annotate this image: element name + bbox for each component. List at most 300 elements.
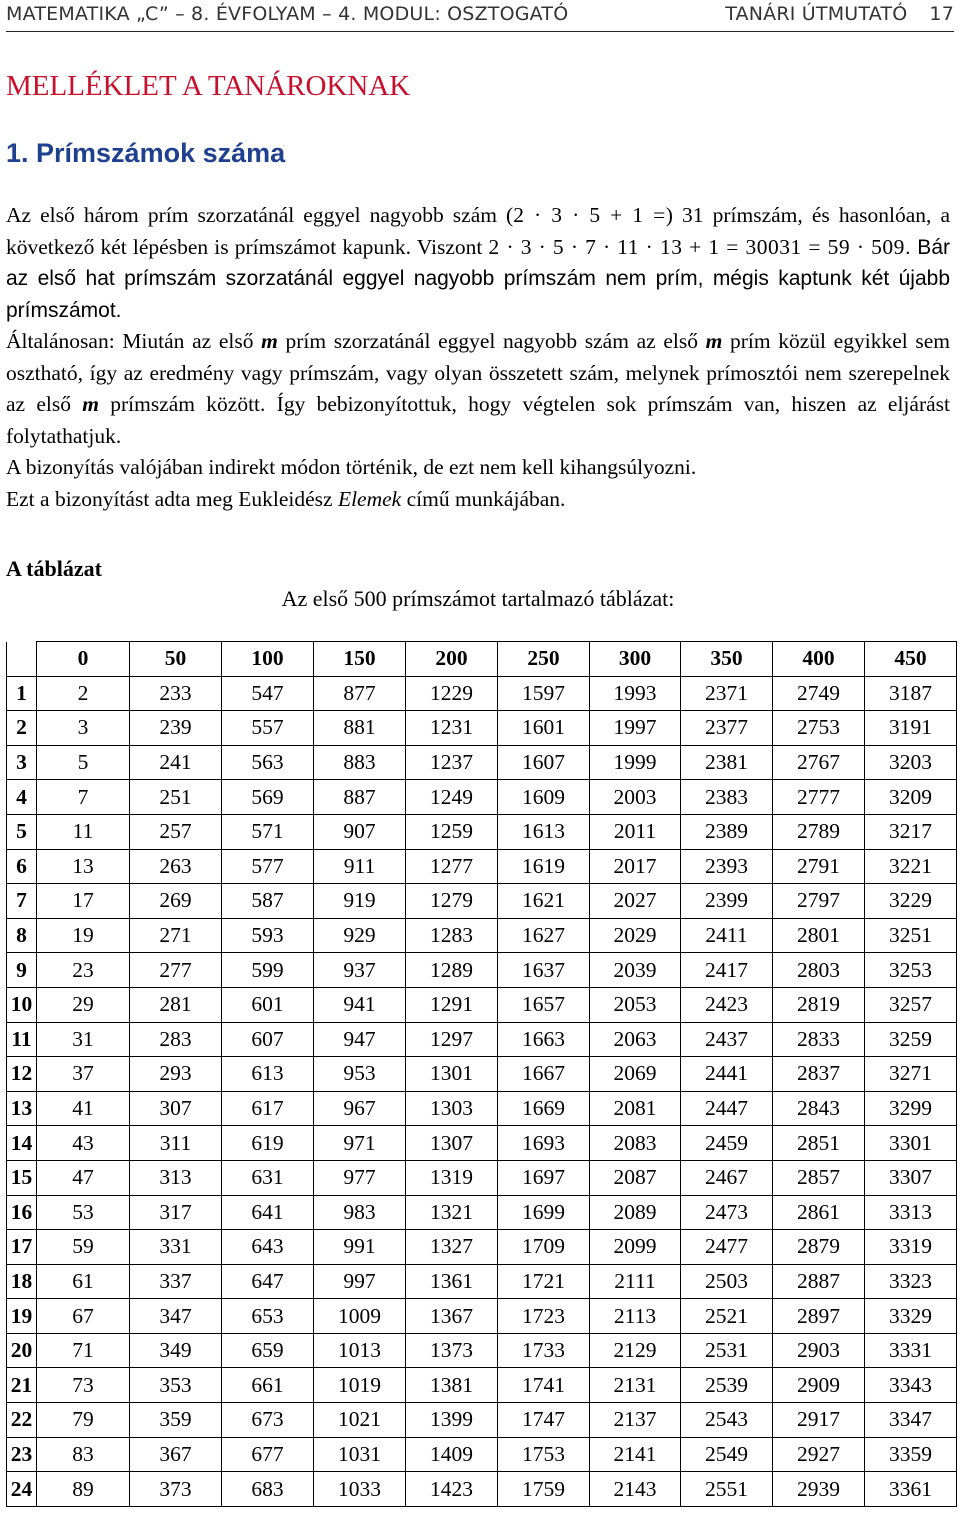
table-cell: 547	[222, 676, 314, 711]
table-cell: 991	[314, 1230, 406, 1265]
table-cell: 2767	[773, 745, 865, 780]
table-cell: 2377	[681, 711, 773, 746]
table-cell: 19	[37, 918, 130, 953]
table-cell: 1669	[498, 1091, 590, 1126]
table-cell: 2141	[590, 1437, 681, 1472]
table-cell: 2753	[773, 711, 865, 746]
table-cell: 2467	[681, 1160, 773, 1195]
table-row	[7, 780, 957, 815]
table-cell: 37	[37, 1057, 130, 1092]
table-cell: 2473	[681, 1195, 773, 1230]
table-cell: 881	[314, 711, 406, 746]
table-cell: 1297	[406, 1022, 498, 1057]
table-cell: 1249	[406, 780, 498, 815]
table-cell: 359	[130, 1403, 222, 1438]
table-cell: 887	[314, 780, 406, 815]
table-cell: 631	[222, 1160, 314, 1195]
row-index: 24	[7, 1472, 37, 1507]
table-cell: 1301	[406, 1057, 498, 1092]
table-cell: 3361	[865, 1472, 957, 1507]
table-cell: 593	[222, 918, 314, 953]
table-cell: 3253	[865, 953, 957, 988]
table-cell: 2887	[773, 1264, 865, 1299]
table-row	[7, 711, 957, 746]
table-cell: 1013	[314, 1333, 406, 1368]
table-cell: 2083	[590, 1126, 681, 1161]
table-cell: 1621	[498, 884, 590, 919]
table-cell: 983	[314, 1195, 406, 1230]
row-index: 5	[7, 814, 37, 849]
table-cell: 23	[37, 953, 130, 988]
table-cell: 601	[222, 987, 314, 1022]
table-cell: 2087	[590, 1160, 681, 1195]
table-cell: 1613	[498, 814, 590, 849]
table-cell: 2819	[773, 987, 865, 1022]
p1-text-c: . Bár az első hat prímszám szorzatánál eggyel nagyobb prímszám nem prím, mégis kaptunk két újabb prímszámot.	[6, 235, 950, 322]
table-row	[7, 1091, 957, 1126]
column-header: 100	[222, 642, 314, 677]
table-cell: 2909	[773, 1368, 865, 1403]
column-header: 450	[865, 642, 957, 677]
table-cell: 2539	[681, 1368, 773, 1403]
table-cell: 1657	[498, 987, 590, 1022]
table-cell: 2111	[590, 1264, 681, 1299]
table-cell: 337	[130, 1264, 222, 1299]
row-index: 3	[7, 745, 37, 780]
row-index: 23	[7, 1437, 37, 1472]
table-cell: 311	[130, 1126, 222, 1161]
table-cell: 1667	[498, 1057, 590, 1092]
table-cell: 1327	[406, 1230, 498, 1265]
table-cell: 31	[37, 1022, 130, 1057]
table-body	[7, 676, 957, 1506]
table-cell: 2803	[773, 953, 865, 988]
p2-text-c: prím közül egyikkel sem osztható, így az eredmény vagy prímszám, vagy olyan összetett szám, melynek prímosztói nem szerepelnek az első	[6, 329, 950, 416]
column-header: 250	[498, 642, 590, 677]
table-row	[7, 1472, 957, 1507]
table-row	[7, 1230, 957, 1265]
p1-formula-2: 2 · 3 · 5 · 7 · 11 · 13 + 1 = 30031 = 59 · 509	[488, 234, 905, 259]
table-corner-cell	[7, 642, 37, 677]
table-cell: 1321	[406, 1195, 498, 1230]
table-cell: 29	[37, 987, 130, 1022]
row-index: 14	[7, 1126, 37, 1161]
table-cell: 1031	[314, 1437, 406, 1472]
row-index: 16	[7, 1195, 37, 1230]
table-cell: 2113	[590, 1299, 681, 1334]
table-cell: 2903	[773, 1333, 865, 1368]
paragraph-4	[6, 484, 950, 516]
table-cell: 2411	[681, 918, 773, 953]
table-cell: 1019	[314, 1368, 406, 1403]
table-cell: 2143	[590, 1472, 681, 1507]
table-cell: 661	[222, 1368, 314, 1403]
row-index: 1	[7, 676, 37, 711]
table-cell: 2503	[681, 1264, 773, 1299]
table-cell: 953	[314, 1057, 406, 1092]
table-cell: 1237	[406, 745, 498, 780]
table-cell: 1033	[314, 1472, 406, 1507]
p2-var-m-3: m	[82, 392, 99, 416]
table-cell: 2003	[590, 780, 681, 815]
p2-var-m-1: m	[261, 329, 278, 353]
table-cell: 569	[222, 780, 314, 815]
table-cell: 619	[222, 1126, 314, 1161]
table-cell: 251	[130, 780, 222, 815]
table-cell: 79	[37, 1403, 130, 1438]
table-row	[7, 1126, 957, 1161]
paragraph-2	[6, 326, 950, 452]
table-cell: 2089	[590, 1195, 681, 1230]
p2-text-b: prím szorzatánál eggyel nagyobb szám az első	[277, 329, 706, 353]
p2-text-a: Általánosan: Miután az első	[6, 329, 262, 353]
table-cell: 17	[37, 884, 130, 919]
table-row	[7, 918, 957, 953]
p2-text-d: prímszám között. Így bebizonyítottuk, hogy végtelen sok prímszám van, hiszen az eljárást folytathatjuk.	[6, 392, 950, 448]
p1-text-b: ) 31 prímszám, és hasonlóan, a következő két lépésben is prímszámot kapunk. Viszont	[6, 203, 950, 259]
table-cell: 653	[222, 1299, 314, 1334]
table-row	[7, 1057, 957, 1092]
table-cell: 367	[130, 1437, 222, 1472]
table-cell: 2531	[681, 1333, 773, 1368]
table-cell: 1993	[590, 676, 681, 711]
table-cell: 1733	[498, 1333, 590, 1368]
table-cell: 683	[222, 1472, 314, 1507]
table-cell: 67	[37, 1299, 130, 1334]
row-index: 15	[7, 1160, 37, 1195]
p1-text-a: Az első három prím szorzatánál eggyel nagyobb szám (	[6, 203, 514, 227]
table-cell: 3251	[865, 918, 957, 953]
table-row	[7, 1333, 957, 1368]
table-cell: 2069	[590, 1057, 681, 1092]
table-cell: 1279	[406, 884, 498, 919]
table-cell: 3229	[865, 884, 957, 919]
table-cell: 283	[130, 1022, 222, 1057]
table-cell: 977	[314, 1160, 406, 1195]
table-cell: 1307	[406, 1126, 498, 1161]
table-cell: 1021	[314, 1403, 406, 1438]
table-cell: 1637	[498, 953, 590, 988]
table-cell: 3329	[865, 1299, 957, 1334]
table-cell: 3271	[865, 1057, 957, 1092]
table-row	[7, 849, 957, 884]
table-row	[7, 1160, 957, 1195]
table-cell: 281	[130, 987, 222, 1022]
header-rule	[6, 31, 954, 32]
table-row	[7, 987, 957, 1022]
table-cell: 1283	[406, 918, 498, 953]
table-cell: 1289	[406, 953, 498, 988]
row-index: 22	[7, 1403, 37, 1438]
table-cell: 13	[37, 849, 130, 884]
table-cell: 607	[222, 1022, 314, 1057]
table-cell: 317	[130, 1195, 222, 1230]
table-cell: 1229	[406, 676, 498, 711]
table-cell: 1381	[406, 1368, 498, 1403]
table-cell: 1759	[498, 1472, 590, 1507]
table-cell: 1741	[498, 1368, 590, 1403]
table-cell: 61	[37, 1264, 130, 1299]
primes-table	[6, 641, 957, 1507]
table-cell: 2039	[590, 953, 681, 988]
row-index: 18	[7, 1264, 37, 1299]
table-cell: 331	[130, 1230, 222, 1265]
page-number: 17	[929, 3, 954, 25]
table-cell: 2099	[590, 1230, 681, 1265]
paragraph-1	[6, 200, 950, 326]
table-cell: 677	[222, 1437, 314, 1472]
table-cell: 641	[222, 1195, 314, 1230]
table-cell: 2381	[681, 745, 773, 780]
table-cell: 47	[37, 1160, 130, 1195]
table-cell: 647	[222, 1264, 314, 1299]
table-cell: 3347	[865, 1403, 957, 1438]
table-cell: 3331	[865, 1333, 957, 1368]
table-cell: 1709	[498, 1230, 590, 1265]
table-cell: 2749	[773, 676, 865, 711]
table-cell: 2459	[681, 1126, 773, 1161]
table-cell: 1619	[498, 849, 590, 884]
table-cell: 919	[314, 884, 406, 919]
table-cell: 1997	[590, 711, 681, 746]
row-index: 10	[7, 987, 37, 1022]
table-cell: 347	[130, 1299, 222, 1334]
table-cell: 3301	[865, 1126, 957, 1161]
table-row	[7, 1368, 957, 1403]
table-cell: 2833	[773, 1022, 865, 1057]
table-cell: 2549	[681, 1437, 773, 1472]
table-cell: 2011	[590, 814, 681, 849]
table-cell: 947	[314, 1022, 406, 1057]
table-cell: 997	[314, 1264, 406, 1299]
table-cell: 263	[130, 849, 222, 884]
table-cell: 1231	[406, 711, 498, 746]
table-cell: 941	[314, 987, 406, 1022]
column-header: 400	[773, 642, 865, 677]
table-cell: 571	[222, 814, 314, 849]
table-cell: 929	[314, 918, 406, 953]
table-cell: 967	[314, 1091, 406, 1126]
table-cell: 1259	[406, 814, 498, 849]
table-cell: 3203	[865, 745, 957, 780]
table-cell: 2017	[590, 849, 681, 884]
table-cell: 2917	[773, 1403, 865, 1438]
table-cell: 353	[130, 1368, 222, 1403]
table-cell: 3	[37, 711, 130, 746]
table-cell: 1409	[406, 1437, 498, 1472]
table-cell: 673	[222, 1403, 314, 1438]
table-cell: 233	[130, 676, 222, 711]
table-cell: 3209	[865, 780, 957, 815]
table-cell: 43	[37, 1126, 130, 1161]
table-cell: 2389	[681, 814, 773, 849]
table-cell: 3343	[865, 1368, 957, 1403]
row-index: 11	[7, 1022, 37, 1057]
table-cell: 937	[314, 953, 406, 988]
table-cell: 2789	[773, 814, 865, 849]
table-cell: 2861	[773, 1195, 865, 1230]
table-cell: 2423	[681, 987, 773, 1022]
table-cell: 53	[37, 1195, 130, 1230]
column-header: 350	[681, 642, 773, 677]
table-cell: 241	[130, 745, 222, 780]
table-cell: 373	[130, 1472, 222, 1507]
table-row	[7, 953, 957, 988]
table-cell: 2371	[681, 676, 773, 711]
table-row	[7, 1437, 957, 1472]
table-header-row	[7, 642, 957, 677]
row-index: 2	[7, 711, 37, 746]
table-cell: 349	[130, 1333, 222, 1368]
table-cell: 617	[222, 1091, 314, 1126]
table-cell: 2063	[590, 1022, 681, 1057]
table-cell: 11	[37, 814, 130, 849]
table-title: A táblázat	[6, 556, 102, 581]
table-cell: 2053	[590, 987, 681, 1022]
table-row	[7, 676, 957, 711]
table-row	[7, 1195, 957, 1230]
table-cell: 3217	[865, 814, 957, 849]
table-row	[7, 1403, 957, 1438]
table-cell: 599	[222, 953, 314, 988]
table-cell: 1999	[590, 745, 681, 780]
table-cell: 2879	[773, 1230, 865, 1265]
table-cell: 877	[314, 676, 406, 711]
table-row	[7, 1022, 957, 1057]
table-cell: 1697	[498, 1160, 590, 1195]
table-cell: 2801	[773, 918, 865, 953]
table-cell: 1753	[498, 1437, 590, 1472]
table-row	[7, 814, 957, 849]
column-header: 200	[406, 642, 498, 677]
table-cell: 1723	[498, 1299, 590, 1334]
table-cell: 1699	[498, 1195, 590, 1230]
table-cell: 1627	[498, 918, 590, 953]
table-cell: 2791	[773, 849, 865, 884]
table-cell: 3319	[865, 1230, 957, 1265]
table-cell: 2393	[681, 849, 773, 884]
table-cell: 587	[222, 884, 314, 919]
table-cell: 41	[37, 1091, 130, 1126]
table-cell: 911	[314, 849, 406, 884]
table-cell: 1367	[406, 1299, 498, 1334]
table-cell: 71	[37, 1333, 130, 1368]
table-cell: 2477	[681, 1230, 773, 1265]
row-index: 6	[7, 849, 37, 884]
table-cell: 563	[222, 745, 314, 780]
table-cell: 2521	[681, 1299, 773, 1334]
column-header: 50	[130, 642, 222, 677]
p1-formula-1: 2 · 3 · 5 + 1 =	[513, 203, 666, 227]
table-cell: 1399	[406, 1403, 498, 1438]
row-index: 4	[7, 780, 37, 815]
table-cell: 73	[37, 1368, 130, 1403]
column-header: 150	[314, 642, 406, 677]
table-cell: 3359	[865, 1437, 957, 1472]
table-cell: 239	[130, 711, 222, 746]
table-cell: 3187	[865, 676, 957, 711]
row-index: 13	[7, 1091, 37, 1126]
table-row	[7, 1264, 957, 1299]
table-cell: 3307	[865, 1160, 957, 1195]
table-cell: 2029	[590, 918, 681, 953]
row-index: 7	[7, 884, 37, 919]
table-cell: 1747	[498, 1403, 590, 1438]
subsection-title: 1. Prímszámok száma	[6, 138, 286, 168]
table-cell: 577	[222, 849, 314, 884]
table-cell: 2543	[681, 1403, 773, 1438]
table-row	[7, 1299, 957, 1334]
table-cell: 271	[130, 918, 222, 953]
table-row	[7, 884, 957, 919]
table-cell: 1601	[498, 711, 590, 746]
table-cell: 2851	[773, 1126, 865, 1161]
table-cell: 2857	[773, 1160, 865, 1195]
table-cell: 3313	[865, 1195, 957, 1230]
table-cell: 2797	[773, 884, 865, 919]
table-cell: 557	[222, 711, 314, 746]
table-cell: 2441	[681, 1057, 773, 1092]
table-cell: 1597	[498, 676, 590, 711]
column-header: 300	[590, 642, 681, 677]
table-cell: 1423	[406, 1472, 498, 1507]
table-cell: 2	[37, 676, 130, 711]
table-cell: 659	[222, 1333, 314, 1368]
table-cell: 307	[130, 1091, 222, 1126]
table-cell: 1319	[406, 1160, 498, 1195]
p4-text-a: Ezt a bizonyítást adta meg Eukleidész	[6, 486, 338, 511]
table-cell: 1663	[498, 1022, 590, 1057]
table-cell: 83	[37, 1437, 130, 1472]
row-index: 17	[7, 1230, 37, 1265]
table-cell: 1303	[406, 1091, 498, 1126]
table-cell: 1291	[406, 987, 498, 1022]
table-cell: 59	[37, 1230, 130, 1265]
table-cell: 257	[130, 814, 222, 849]
p2-var-m-2: m	[705, 329, 723, 353]
header-module-title: MATEMATIKA „C” – 8. ÉVFOLYAM – 4. MODUL: OSZTOGATÓ	[6, 3, 569, 25]
table-cell: 971	[314, 1126, 406, 1161]
table-cell: 3259	[865, 1022, 957, 1057]
table-cell: 2897	[773, 1299, 865, 1334]
table-cell: 2081	[590, 1091, 681, 1126]
table-cell: 1361	[406, 1264, 498, 1299]
section-title: MELLÉKLET A TANÁROKNAK	[6, 70, 411, 102]
table-cell: 3221	[865, 849, 957, 884]
row-index: 21	[7, 1368, 37, 1403]
table-cell: 907	[314, 814, 406, 849]
table-cell: 2129	[590, 1333, 681, 1368]
row-index: 20	[7, 1333, 37, 1368]
table-cell: 1609	[498, 780, 590, 815]
table-cell: 3299	[865, 1091, 957, 1126]
table-cell: 2417	[681, 953, 773, 988]
table-cell: 277	[130, 953, 222, 988]
table-cell: 1373	[406, 1333, 498, 1368]
p4-text-b: című munkájában.	[401, 486, 566, 511]
table-cell: 1277	[406, 849, 498, 884]
table-cell: 3191	[865, 711, 957, 746]
table-cell: 2399	[681, 884, 773, 919]
table-cell: 293	[130, 1057, 222, 1092]
table-cell: 643	[222, 1230, 314, 1265]
table-cell: 2437	[681, 1022, 773, 1057]
table-cell: 2837	[773, 1057, 865, 1092]
table-row	[7, 745, 957, 780]
row-index: 12	[7, 1057, 37, 1092]
table-cell: 5	[37, 745, 130, 780]
table-cell: 2383	[681, 780, 773, 815]
